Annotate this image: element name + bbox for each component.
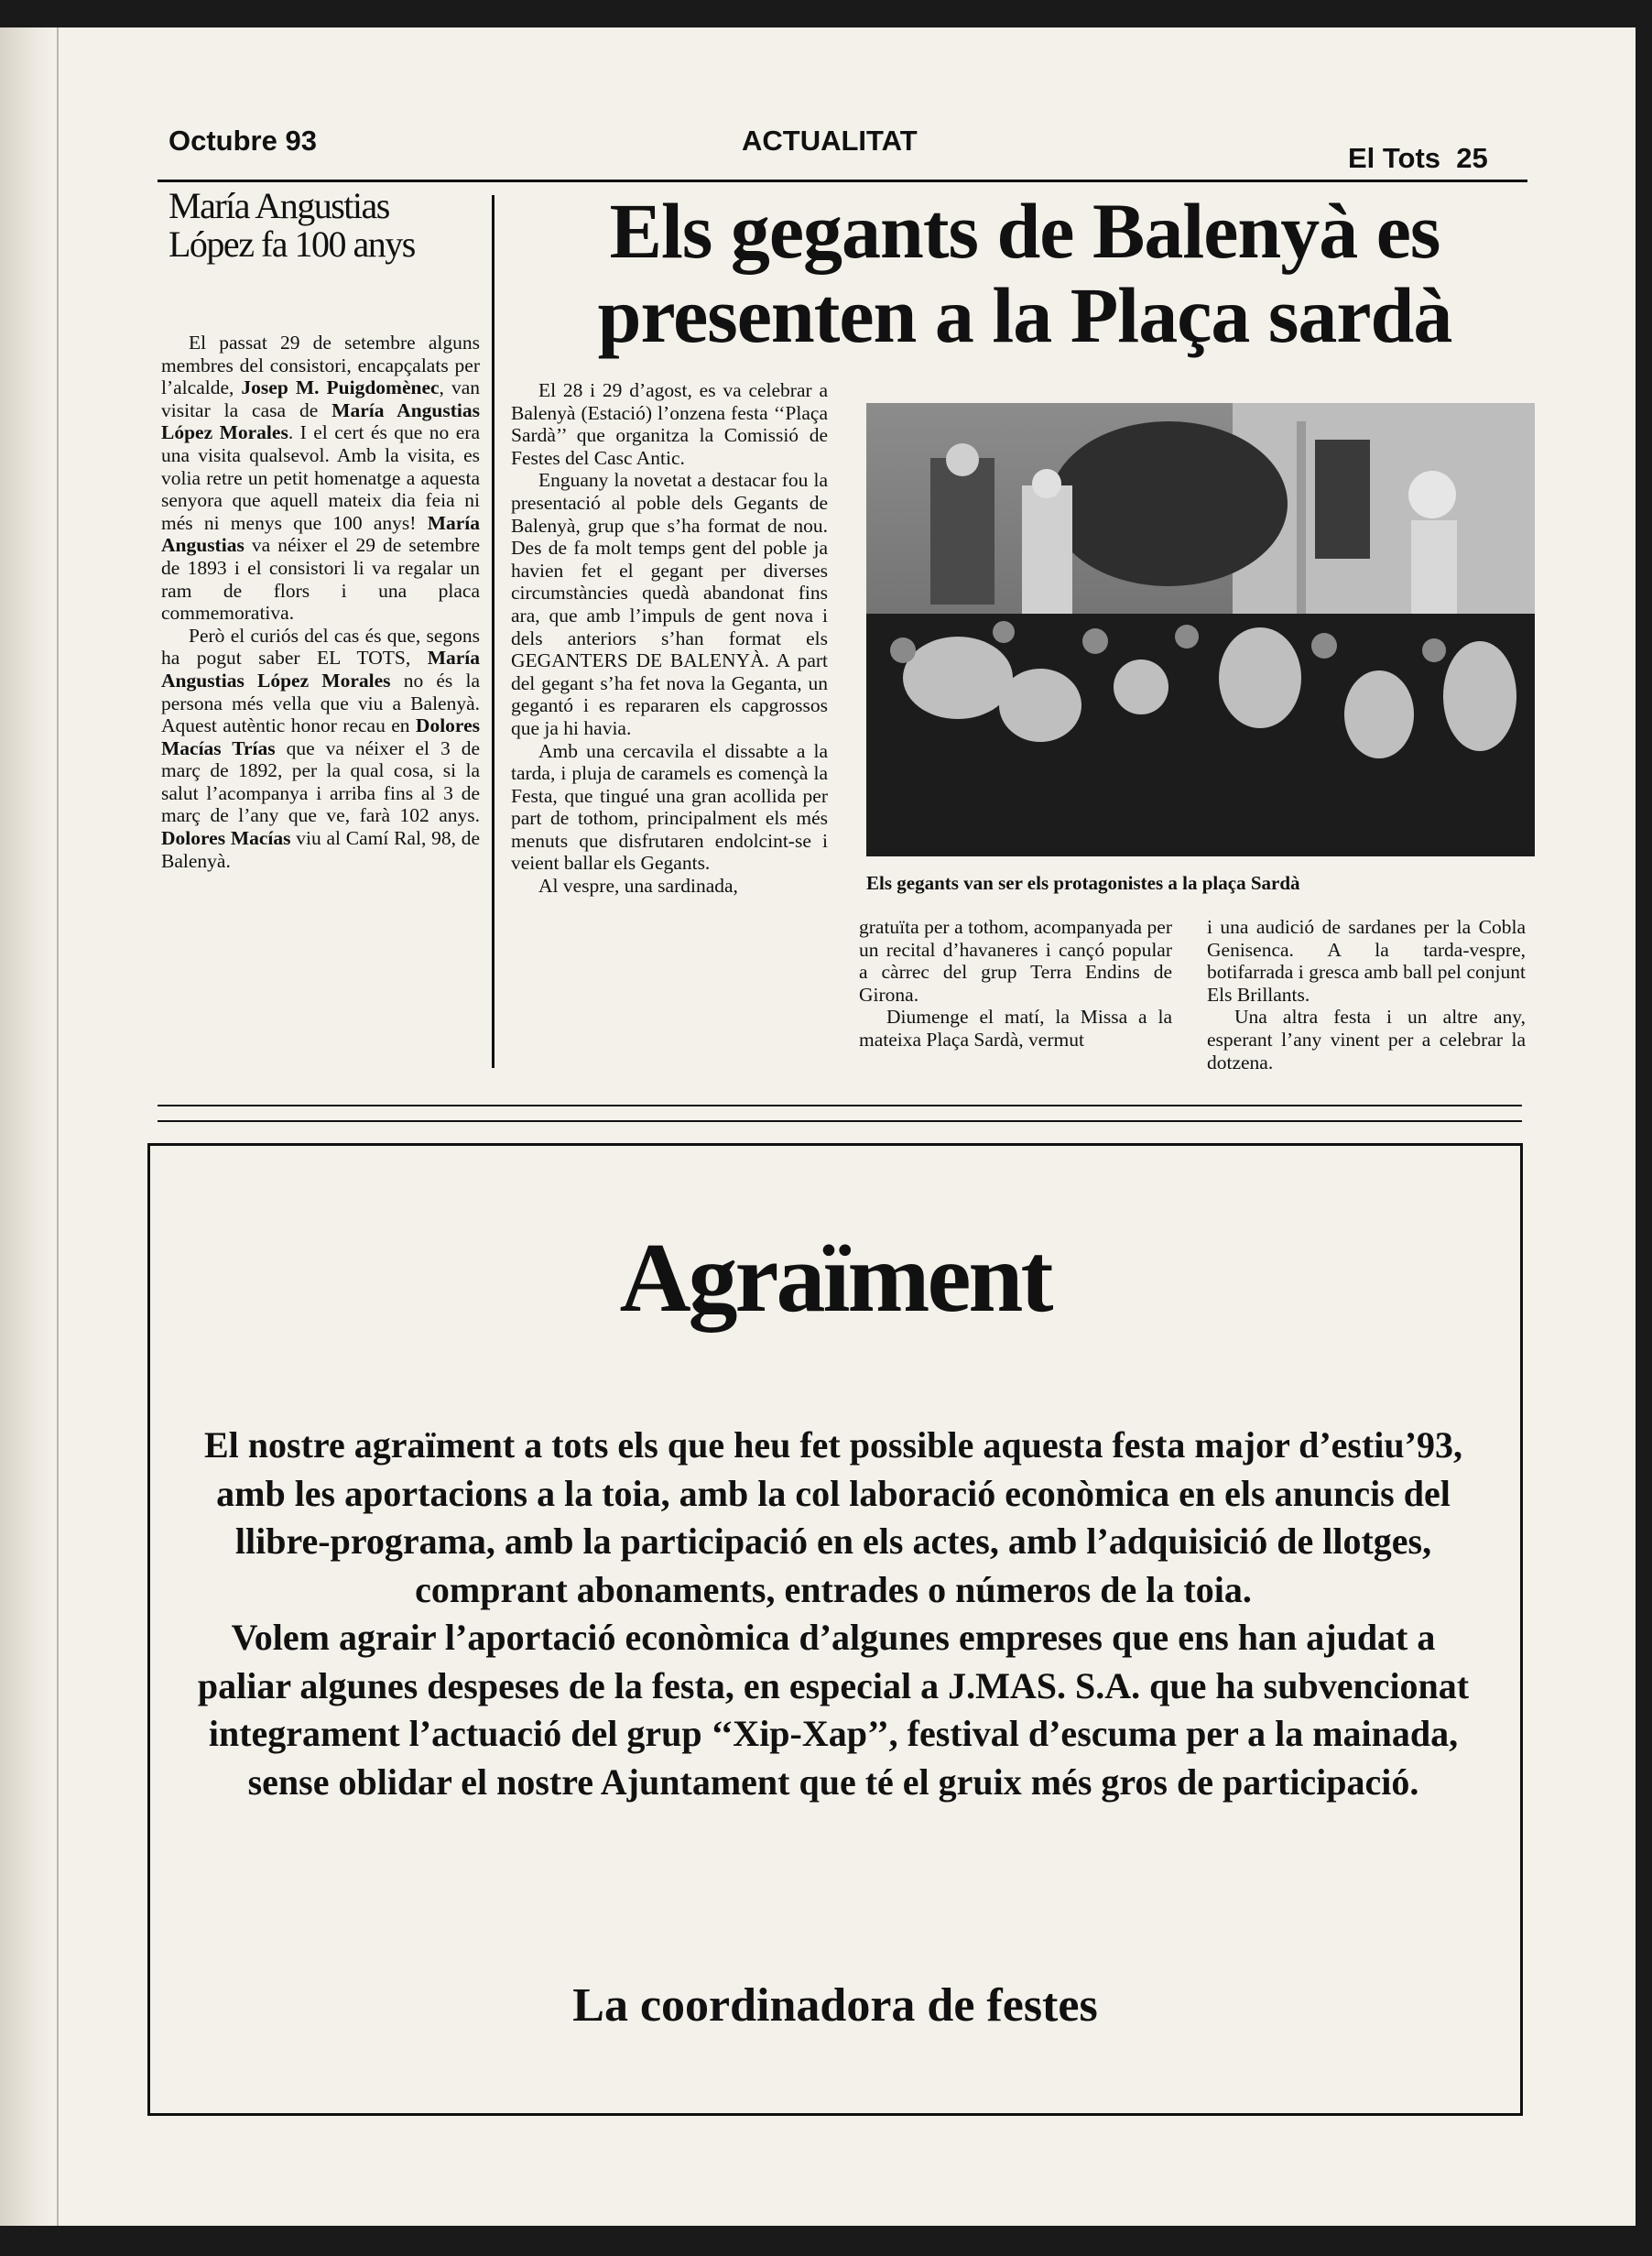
side-paragraph-2: Però el curiós del cas és que, segons ha pogut saber EL TOTS, María Angustias López Morales no és la persona més vella que viu a Balenyà. Aquest autèntic honor recau en Dolores Macías Trías que va néixer el 3 de març de 1892, per la qual cosa, si la salut l’acompanya i arriba fins al 3 de març de l’any que ve, farà 102 anys. Dolores Macías viu al Camí Ral, 98, de Balenyà. bbox=[161, 624, 480, 872]
main-headline bbox=[513, 189, 1537, 357]
side-paragraph-1: El passat 29 de setembre alguns membres del consistori, encapçalats per l’alcalde, Josep M. Puigdomènec, van visitar la casa de María Angustias López Morales. I el cert és que no era una visita qualsevol. Amb la visita, es volia retre un petit homenatge a aquesta senyora que aquell mateix dia feia ni més ni menys que 100 anys! María Angustias va néixer el 29 de setembre de 1893 i el consistori li va regalar un ram de flors i una placa commemorativa. bbox=[161, 332, 480, 625]
thanks-signature: La coordinadora de festes bbox=[572, 1979, 1098, 2032]
thanks-title: Agraïment bbox=[619, 1224, 1051, 1333]
main-paragraph-3: Amb una cercavila el dissabte a la tarda, i pluja de caramels es començà la Festa, que tingué una gran acollida per part de tothom, principalment els més menuts que disfrutaren endolcint-se i veient ballar els Gegants. bbox=[511, 739, 828, 875]
main-paragraph-4: Al vespre, una sardinada, bbox=[538, 875, 738, 898]
publication-name: El Tots bbox=[1348, 142, 1441, 174]
col2-paragraph-1: gratuïta per a tothom, acompanyada per un recital d’havaneres i cançó popular a càrrec del grup Terra Endins de Girona. bbox=[859, 916, 1172, 1006]
issue-date: Octubre 93 bbox=[168, 125, 317, 157]
thanks-paragraph-1: El nostre agraïment a tots els que heu fet possible aquesta festa major d’estiu’93, amb les aportacions a la toia, amb la col laboració econòmica en els anuncis del llibre-programa, amb la participació en els actes, amb l’adquisició de llotges, comprant abonaments, entrades o números de la toia. bbox=[203, 1424, 1462, 1610]
col2-paragraph-2: Diumenge el matí, la Missa a la mateixa Plaça Sardà, vermut bbox=[859, 1006, 1172, 1051]
side-article-title bbox=[168, 187, 489, 264]
running-head bbox=[1348, 142, 1488, 175]
column-divider bbox=[492, 195, 495, 1068]
crowd-photo-image bbox=[866, 403, 1535, 856]
col3-paragraph-1: i una audició de sardanes per la Cobla Genisenca. A la tarda-vespre, botifarrada i gresca amb ball pel conjunt Els Brillants. bbox=[1207, 916, 1526, 1006]
header-rule bbox=[158, 180, 1527, 182]
book-spine bbox=[0, 27, 57, 2226]
headline-line-1: Els gegants de Balenyà es bbox=[609, 187, 1440, 275]
page-number: 25 bbox=[1456, 142, 1488, 174]
photo-caption: Els gegants van ser els protagonistes a la plaça Sardà bbox=[866, 872, 1300, 894]
section-rule-top bbox=[158, 1105, 1522, 1106]
col3-paragraph-2: Una altra festa i un altre any, esperant l’any vinent per a celebrar la dotzena. bbox=[1207, 1006, 1526, 1074]
main-paragraph-2: Enguany la novetat a destacar fou la presentació al poble dels Gegants de Balenyà, grup que s’ha format de nou. Des de fa molt temps gent del poble ja havien fet el gegant per diverses circumstàncies quedà abandonat fins ara, que amb l’impuls de gent nova i dels anteriors s’han format els GEGANTERS DE BALENYÀ. A part del gegant s’ha fet nova la Geganta, un gegantó i es repararen els capgrossos que ja hi havia. bbox=[511, 469, 828, 739]
section-rule-bottom bbox=[158, 1120, 1522, 1122]
thanks-body bbox=[183, 1422, 1484, 1806]
headline-line-2: presenten a la Plaça sardà bbox=[597, 271, 1452, 359]
main-column-2 bbox=[859, 916, 1172, 1052]
festival-photo bbox=[866, 403, 1535, 856]
main-column-1 bbox=[511, 379, 828, 898]
side-title-line-2: López fa 100 anys bbox=[168, 223, 415, 265]
main-paragraph-1: El 28 i 29 d’agost, es va celebrar a Balenyà (Estació) l’onzena festa ‘‘Plaça Sardà’’ que organitza la Comissió de Festes del Casc Antic. bbox=[511, 379, 828, 469]
thanks-paragraph-2: Volem agrair l’aportació econòmica d’algunes empreses que ens han ajudat a paliar algunes despeses de la festa, en especial a J.MAS. S.A. que ha subvencionat integrament l’actuació del grup ‘‘Xip-Xap’’, festival d’escuma per a la mainada, sense oblidar el nostre Ajuntament que té el gruix més gros de participació. bbox=[197, 1617, 1470, 1803]
side-article-body bbox=[161, 332, 480, 872]
spine-edge bbox=[57, 27, 59, 2226]
section-title: ACTUALITAT bbox=[742, 125, 918, 157]
side-title-line-1: María Angustias bbox=[168, 185, 389, 226]
main-column-3 bbox=[1207, 916, 1526, 1074]
